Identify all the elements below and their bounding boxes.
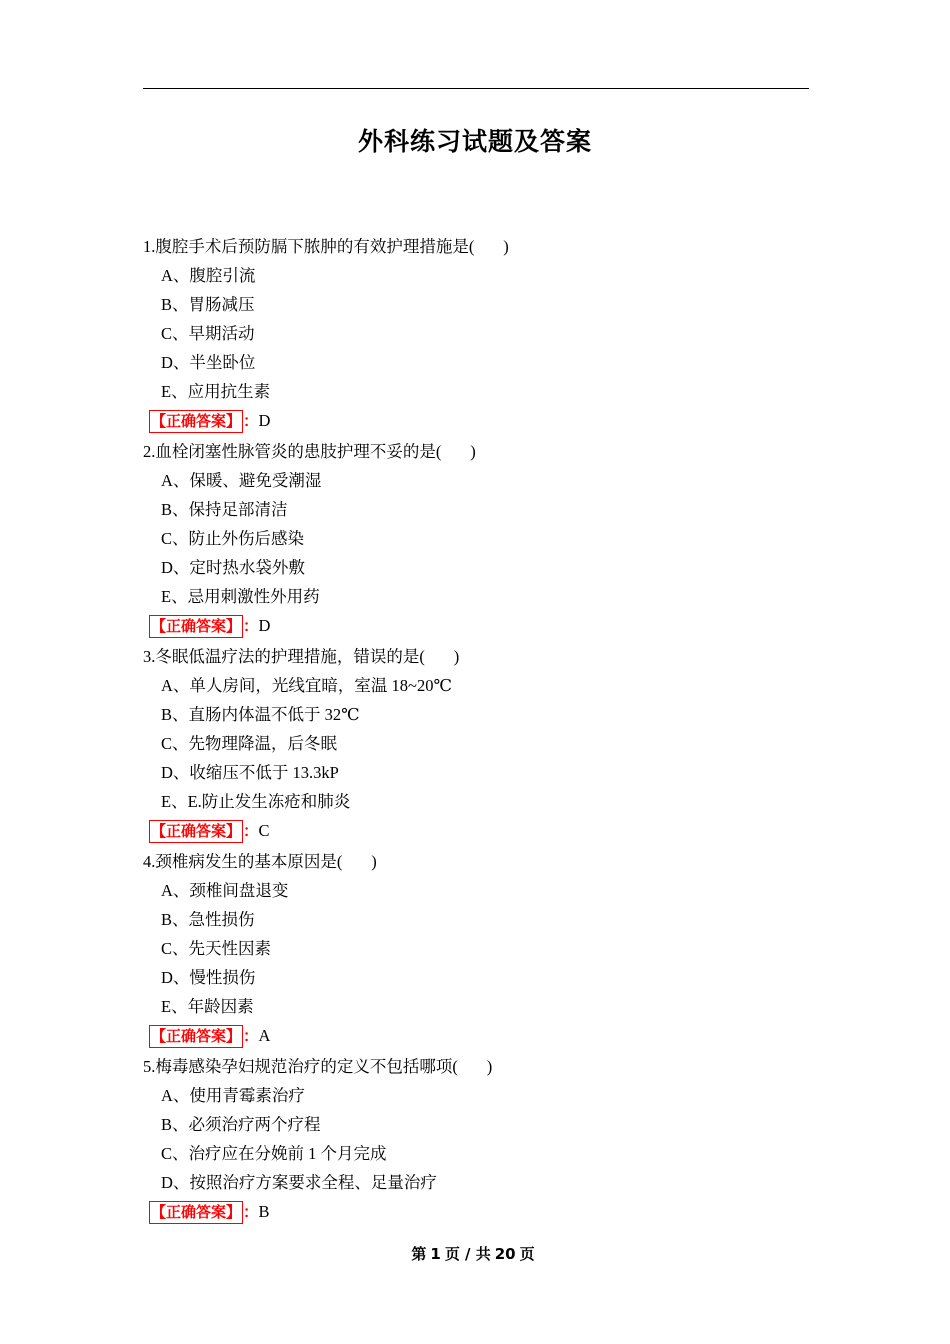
footer-suffix: 页 [519,1245,535,1263]
question-option[interactable]: A、保暖、避免受潮湿 [161,471,322,490]
answer-label: 【正确答案】 [149,615,243,638]
question-option[interactable]: B、急性损伤 [161,910,255,929]
question-option[interactable]: B、保持足部清洁 [161,500,288,519]
question-stem: 4.颈椎病发生的基本原因是( ) [143,852,377,871]
answer-separator: ： [243,1027,259,1045]
answer-separator: ： [243,1203,259,1221]
question-item [143,642,843,847]
question-item [143,232,843,437]
question-option[interactable]: E、E.防止发生冻疮和肺炎 [161,792,351,811]
question-option[interactable]: D、慢性损伤 [161,968,256,987]
answer-line [143,816,843,847]
footer-current-page: 1 [430,1245,441,1263]
question-option[interactable]: C、治疗应在分娩前 1 个月完成 [161,1144,387,1163]
question-option[interactable]: D、定时热水袋外敷 [161,558,305,577]
footer-prefix: 第 [411,1245,427,1263]
question-option[interactable]: A、使用青霉素治疗 [161,1086,305,1105]
question-item [143,1052,843,1228]
question-option[interactable]: D、按照治疗方案要求全程、足量治疗 [161,1173,437,1192]
question-stem: 2.血栓闭塞性脉管炎的患肢护理不妥的是( ) [143,442,476,461]
question-option[interactable]: A、单人房间，光线宜暗，室温 18~20℃ [161,676,452,695]
answer-label: 【正确答案】 [149,820,243,843]
answer-value: B [258,1202,270,1221]
answer-line [143,1197,843,1228]
question-option[interactable]: E、年龄因素 [161,997,254,1016]
answer-separator: ： [243,412,259,430]
answer-value: C [258,821,270,840]
question-option[interactable]: A、腹腔引流 [161,266,256,285]
question-item [143,437,843,642]
answer-value: A [258,1026,271,1045]
answer-value: D [258,411,271,430]
answer-separator: ： [243,617,259,635]
question-stem: 1.腹腔手术后预防膈下脓肿的有效护理措施是( ) [143,237,509,256]
header-divider [143,88,809,89]
question-option[interactable]: D、半坐卧位 [161,353,256,372]
answer-separator: ： [243,822,259,840]
question-option[interactable]: E、忌用刺激性外用药 [161,587,320,606]
answer-line [143,406,843,437]
question-option[interactable]: C、早期活动 [161,324,255,343]
footer-middle: 页 / 共 [444,1245,491,1263]
page-title: 外科练习试题及答案 [357,127,592,156]
question-item [143,847,843,1052]
question-option[interactable]: C、先天性因素 [161,939,272,958]
answer-label: 【正确答案】 [149,410,243,433]
answer-value: D [258,616,271,635]
question-option[interactable]: C、防止外伤后感染 [161,529,305,548]
question-option[interactable]: E、应用抗生素 [161,382,271,401]
answer-line [143,1021,843,1052]
question-option[interactable]: B、胃肠减压 [161,295,255,314]
answer-label: 【正确答案】 [149,1201,243,1224]
question-option[interactable]: C、先物理降温，后冬眠 [161,734,338,753]
question-option[interactable]: D、收缩压不低于 13.3kP [161,763,339,782]
question-stem: 3.冬眠低温疗法的护理措施，错误的是( ) [143,647,460,666]
question-option[interactable]: A、颈椎间盘退变 [161,881,289,900]
question-option[interactable]: B、必须治疗两个疗程 [161,1115,321,1134]
question-list [143,232,843,1228]
question-stem: 5.梅毒感染孕妇规范治疗的定义不包括哪项( ) [143,1057,493,1076]
footer-total-pages: 20 [494,1245,516,1263]
answer-label: 【正确答案】 [149,1025,243,1048]
page-footer [0,1243,950,1264]
answer-line [143,611,843,642]
question-option[interactable]: B、直肠内体温不低于 32℃ [161,705,360,724]
